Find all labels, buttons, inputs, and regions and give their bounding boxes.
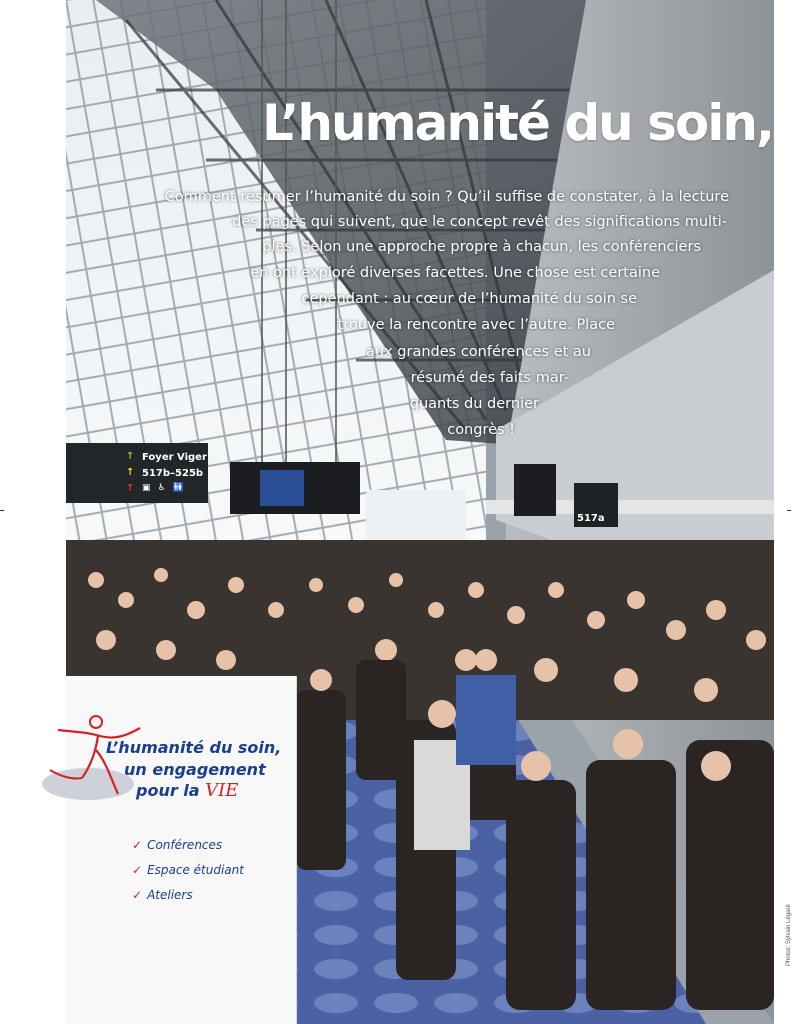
photo-credit: Photos: Sylvain Légaré — [786, 904, 792, 966]
intro-line: Comment résumer l’humanité du soin ? Qu’il suffise de constater, à la lecture — [164, 189, 729, 205]
list-item: ✓ Conférences — [132, 837, 223, 852]
intro-line: résumé des faits mar- — [410, 370, 569, 386]
intro-line: en ont exploré diverses facettes. Une chose est certaine — [250, 265, 660, 281]
intro-line: quants du dernier — [409, 396, 539, 412]
sign-line-2: 517b–525b — [142, 468, 204, 479]
panel-title-line-3 — [136, 782, 238, 800]
crop-mark-left — [0, 510, 4, 511]
sign-line-1: Foyer Viger — [142, 452, 207, 463]
arrow-up-icon: ↑ — [126, 451, 135, 462]
check-icon: ✓ — [132, 862, 143, 877]
intro-line: cependant : au cœur de l’humanité du soin se — [301, 291, 637, 307]
stairs-restroom-icons: ▣ ♿ 🚻 — [142, 483, 187, 493]
intro-line: trouve la rencontre avec l’autre. Place — [337, 317, 615, 333]
panel-title-pour-la: pour la — [136, 781, 200, 800]
program-list — [132, 832, 244, 907]
panel-title-vie: VIE — [205, 780, 239, 801]
direction-sign — [66, 443, 208, 503]
page-title: L’humanité du soin, — [262, 94, 773, 152]
arrow-up-icon: ↑ — [126, 467, 135, 478]
intro-line: des pages qui suivent, que le concept revêt des significations multi- — [232, 214, 727, 230]
arrow-up-icon: ↑ — [126, 483, 135, 494]
room-tag — [574, 483, 618, 527]
intro-line: congrès ! — [447, 422, 515, 438]
intro-line: ples. Selon une approche propre à chacun, les conférenciers — [262, 239, 701, 255]
panel-title-line-2: un engagement — [124, 760, 266, 779]
list-item: ✓ Ateliers — [132, 887, 193, 902]
panel-title-line-1: L’humanité du soin, — [106, 738, 282, 757]
intro-line: aux grandes conférences et au — [366, 344, 591, 360]
check-icon: ✓ — [132, 887, 143, 902]
crop-mark-right — [787, 510, 791, 511]
check-icon: ✓ — [132, 837, 143, 852]
list-item: ✓ Espace étudiant — [132, 862, 244, 877]
room-tag-label: 517a — [577, 513, 605, 524]
